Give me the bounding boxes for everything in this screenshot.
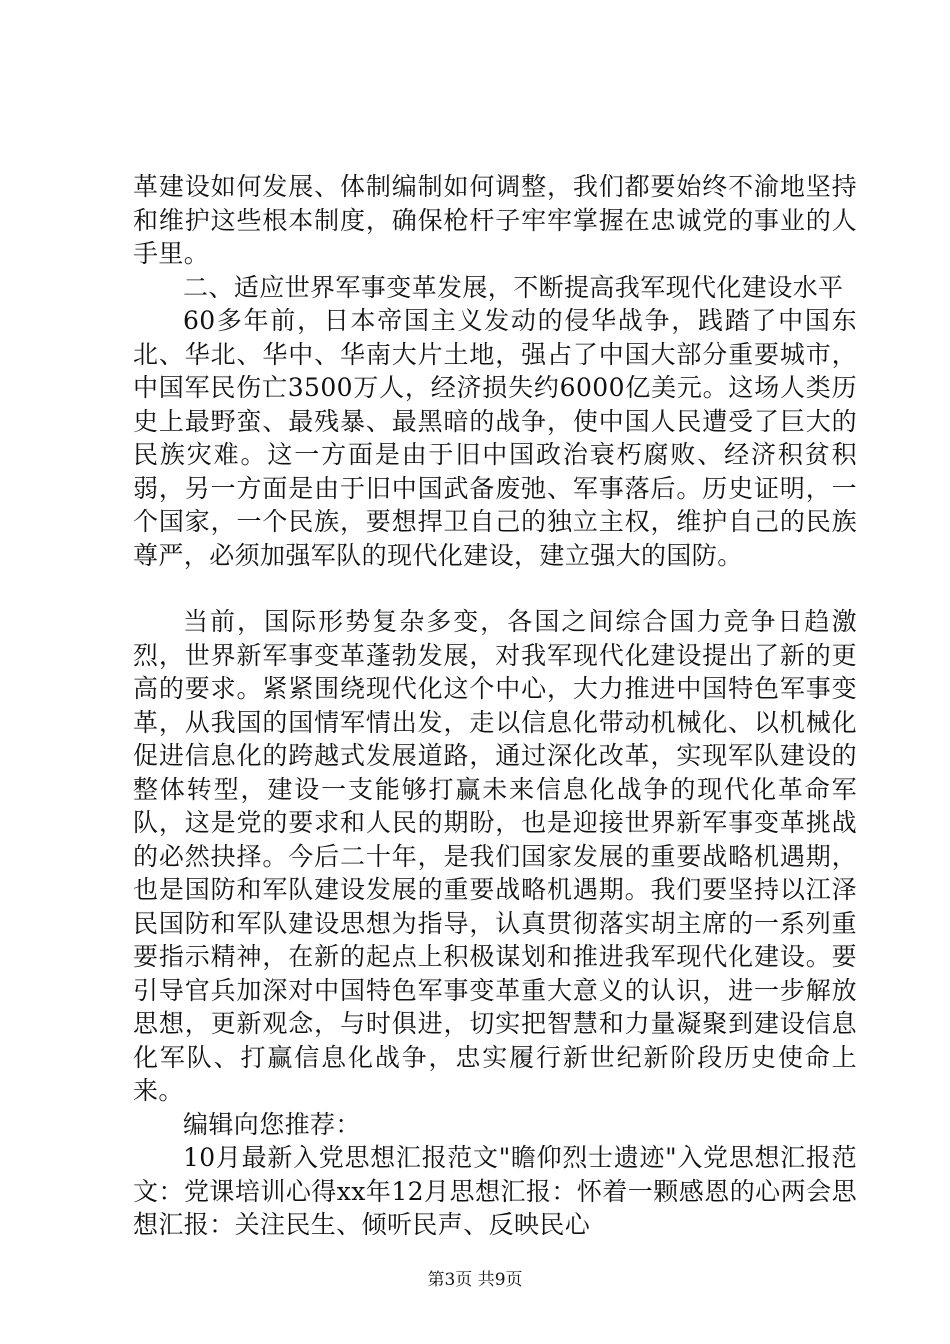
page-footer: 第3页 共9页	[427, 1270, 523, 1290]
document-body	[133, 170, 857, 1242]
section-heading: 二、适应世界军事变革发展，不断提高我军现代化建设水平	[183, 272, 844, 302]
paragraph-history: 60多年前，日本帝国主义发动的侵华战争，践踏了中国东北、华北、华中、华南大片土地，强占了中国大部分重要城市，中国军民伤亡3500万人，经济损失约6000亿美元。这场人类历史上最野蛮、最残暴、最黑暗的战争，使中国人民遭受了巨大的民族灾难。这一方面是由于旧中国政治衰朽腐败、经济积贫积弱，另一方面是由于旧中国武备废弛、军事落后。历史证明，一个国家，一个民族，要想捍卫自己的独立主权，维护自己的民族尊严，必须加强军队的现代化建设，建立强大的国防。	[133, 306, 857, 570]
recommendation-links[interactable]: 10月最新入党思想汇报范文"瞻仰烈士遗迹"入党思想汇报范文：党课培训心得xx年12月思想汇报：怀着一颗感恩的心两会思想汇报：关注民生、倾听民声、反映民心	[133, 1143, 857, 1239]
recommendation-label: 编辑向您推荐：	[183, 1109, 361, 1139]
paragraph-current-situation: 当前，国际形势复杂多变，各国之间综合国力竞争日趋激烈，世界新军事变革蓬勃发展，对我军现代化建设提出了新的更高的要求。紧紧围绕现代化这个中心，大力推进中国特色军事变革，从我国的国情军情出发，走以信息化带动机械化、以机械化促进信息化的跨越式发展道路，通过深化改革，实现军队建设的整体转型，建设一支能够打赢未来信息化战争的现代化革命军队，这是党的要求和人民的期盼，也是迎接世界新军事变革挑战的必然抉择。今后二十年，是我们国家发展的重要战略机遇期，也是国防和军队建设发展的重要战略机遇期。我们要坚持以江泽民国防和军队建设思想为指导，认真贯彻落实胡主席的一系列重要指示精神，在新的起点上积极谋划和推进我军现代化建设。要引导官兵加深对中国特色军事变革重大意义的认识，进一步解放思想，更新观念，与时俱进，切实把智慧和力量凝聚到建设信息化军队、打赢信息化战争，忠实履行新世纪新阶段历史使命上来。	[133, 607, 857, 1105]
paragraph-continuation: 革建设如何发展、体制编制如何调整，我们都要始终不渝地坚持和维护这些根本制度，确保枪杆子牢牢掌握在忠诚党的事业的人手里。	[133, 172, 857, 268]
